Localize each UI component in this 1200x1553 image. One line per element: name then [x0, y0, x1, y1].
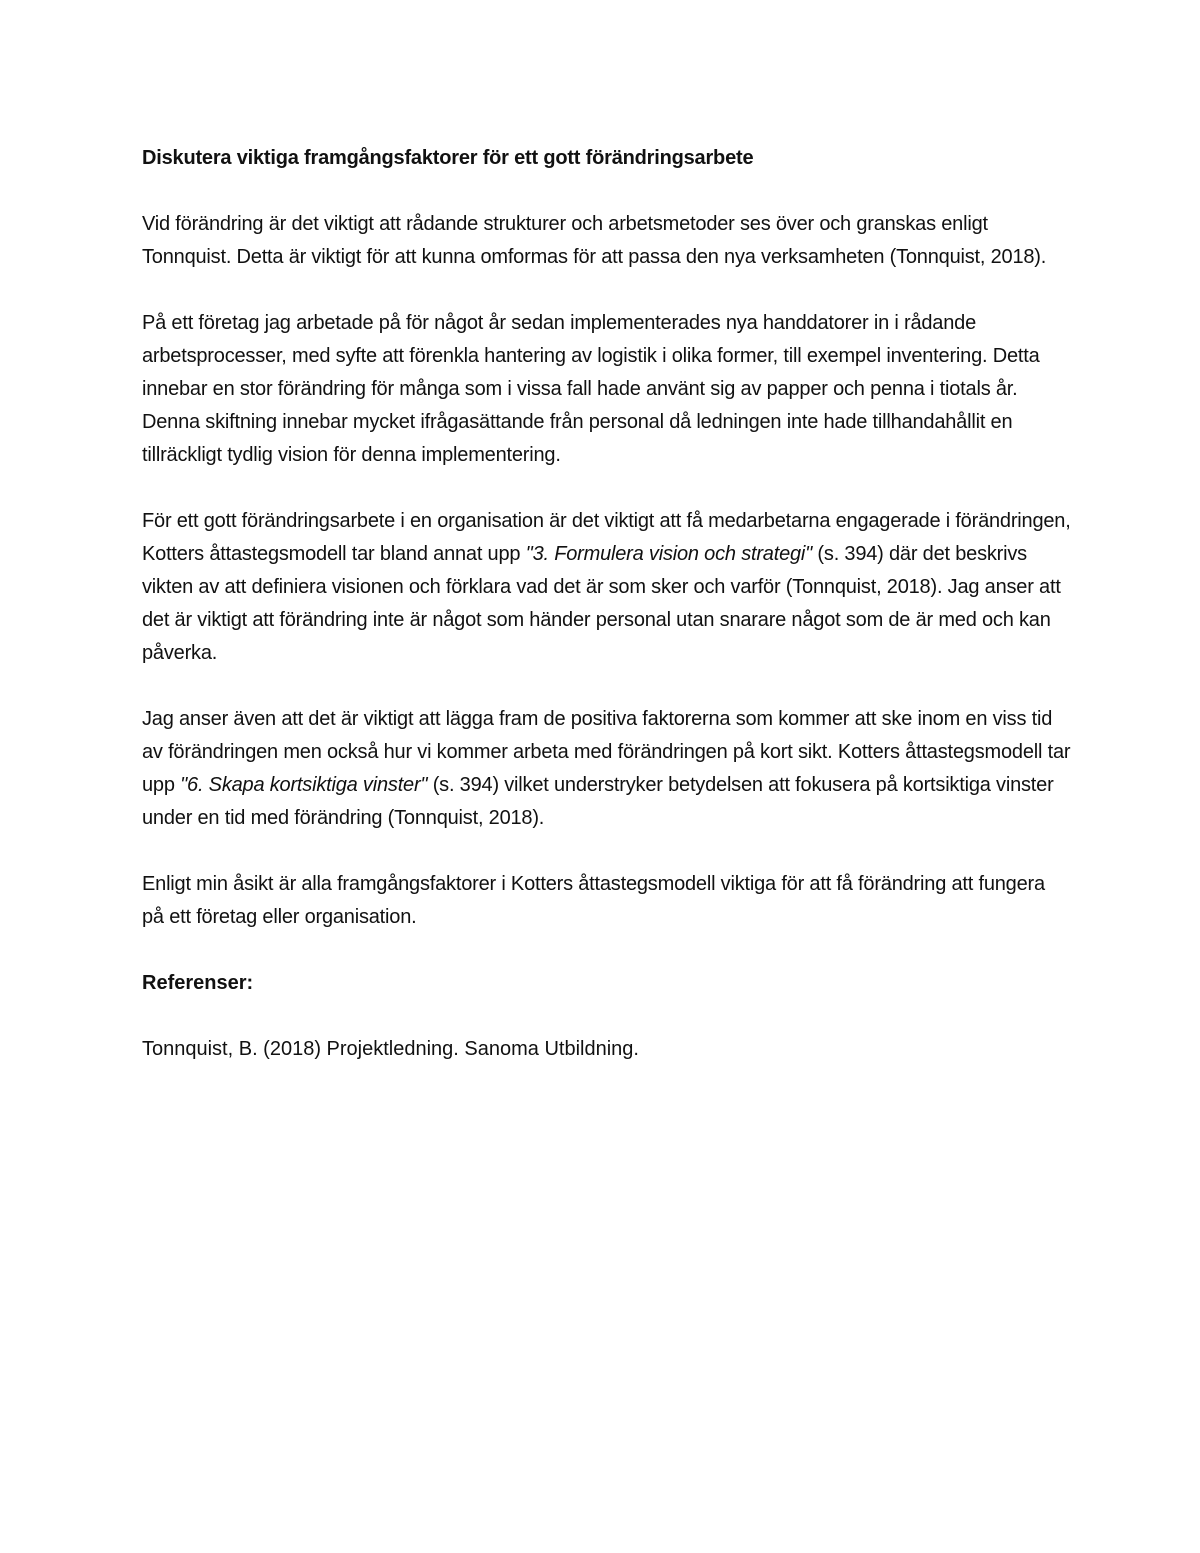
- paragraph-1: Vid förändring är det viktigt att rådande strukturer och arbetsmetoder ses över och granskas enligt Tonnquist. Detta är viktigt för att kunna omformas för att passa den nya verksamheten (Tonnquist, 2018).: [142, 213, 1047, 268]
- references-heading: Referenser:: [142, 972, 254, 994]
- paragraph-3-quote: "3. Formulera vision och strategi": [525, 543, 813, 565]
- paragraph-3-before: För ett gott förändringsarbete i en organisation är det viktigt att få medarbetarna engagerade i förändringen, Kotters åttastegsmodell tar bland annat upp: [142, 510, 1071, 565]
- paragraph-4: [142, 703, 1072, 835]
- document-title: Diskutera viktiga framgångsfaktorer för ett gott förändringsarbete: [142, 147, 754, 169]
- paragraph-3: [142, 505, 1072, 670]
- document-body: [142, 142, 1072, 1066]
- reference-item: Tonnquist, B. (2018) Projektledning. Sanoma Utbildning.: [142, 1038, 639, 1060]
- paragraph-4-quote: "6. Skapa kortsiktiga vinster": [180, 774, 428, 796]
- paragraph-4-after: (s. 394) vilket understryker betydelsen att fokusera på kortsiktiga vinster under en tid med förändring (Tonnquist, 2018).: [142, 774, 1054, 829]
- paragraph-3-after: (s. 394) där det beskrivs vikten av att definiera visionen och förklara vad det är som sker och varför (Tonnquist, 2018). Jag anser att det är viktigt att förändring inte är något som händer personal utan snarare något som de är med och kan påverka.: [142, 543, 1061, 664]
- paragraph-2: På ett företag jag arbetade på för något år sedan implementerades nya handdatorer in i rådande arbetsprocesser, med syfte att förenkla hantering av logistik i olika former, till exempel inventering. Detta innebar en stor förändring för många som i vissa fall hade använt sig av papper och penna i tiotals år. Denna skiftning innebar mycket ifrågasättande från personal då ledningen inte hade tillhandahållit en tillräckligt tydlig vision för denna implementering.: [142, 312, 1040, 466]
- paragraph-5: Enligt min åsikt är alla framgångsfaktorer i Kotters åttastegsmodell viktiga för att få förändring att fungera på ett företag eller organisation.: [142, 873, 1045, 928]
- paragraph-4-before: Jag anser även att det är viktigt att lägga fram de positiva faktorerna som kommer att ske inom en viss tid av förändringen men också hur vi kommer arbeta med förändringen på kort sikt. Kotters åttastegsmodell tar upp: [142, 708, 1071, 796]
